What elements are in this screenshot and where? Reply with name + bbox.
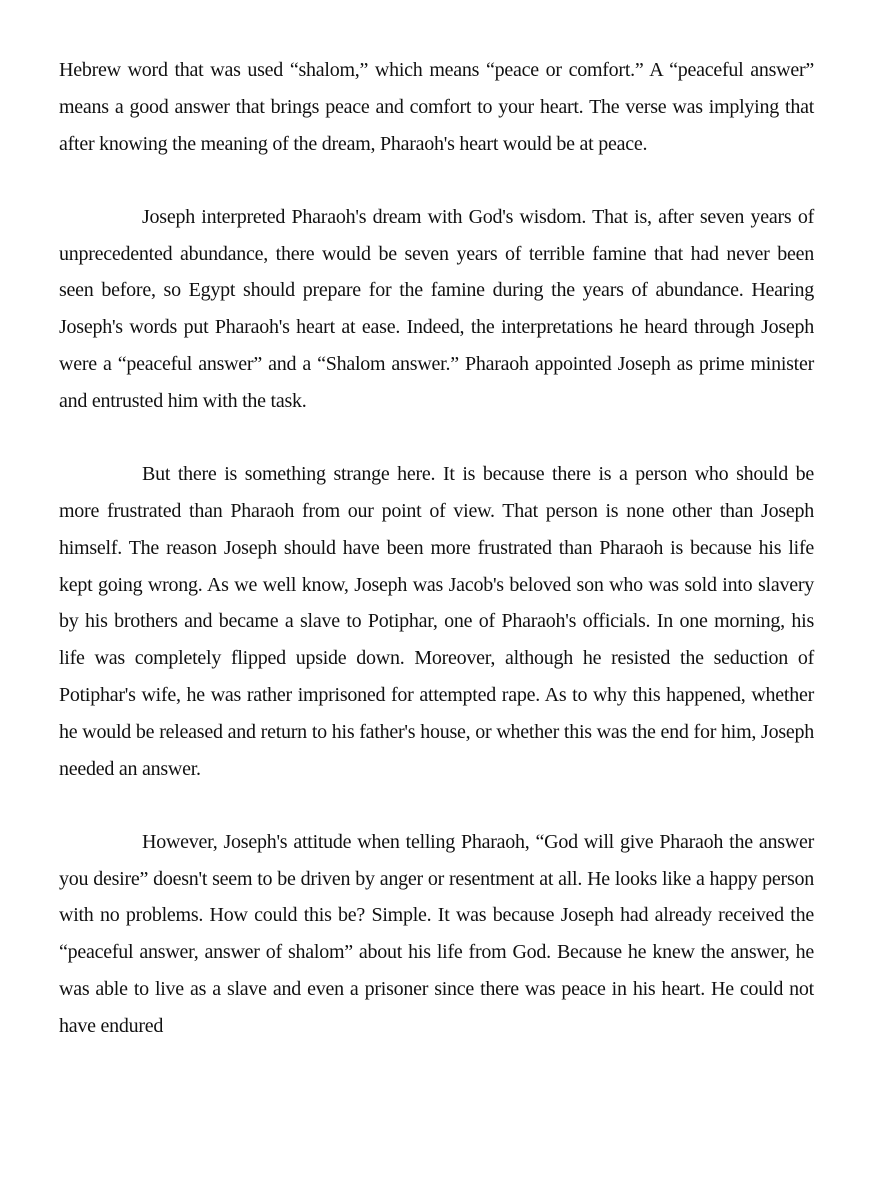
paragraph-2: Joseph interpreted Pharaoh's dream with God's wisdom. That is, after seven years of unprecedented abundance, there would be seven years of terrible famine that had never been seen before, so Egypt should prepare for the famine during the years of abundance. Hearing Joseph's words put Pharaoh's heart at ease. Indeed, the interpretations he heard through Joseph were a “peaceful answer” and a “Shalom answer.” Pharaoh appointed Joseph as prime minister and entrusted him with the task. (59, 205, 814, 412)
paragraph-1: Hebrew word that was used “shalom,” which means “peace or comfort.” A “peaceful answer” means a good answer that brings peace and comfort to your heart. The verse was implying that after knowing the meaning of the dream, Pharaoh's heart would be at peace. (59, 59, 814, 155)
paragraph-4: However, Joseph's attitude when telling Pharaoh, “God will give Pharaoh the answer you desire” doesn't seem to be driven by anger or resentment at all. He looks like a happy person with no problems. How could this be? Simple. It was because Joseph had already received the “peaceful answer, answer of shalom” about his life from God. Because he knew the answer, he was able to live as a slave and even a prisoner since there was peace in his heart. He could not have endured (59, 830, 814, 1037)
paragraph-3: But there is something strange here. It is because there is a person who should be more frustrated than Pharaoh from our point of view. That person is none other than Joseph himself. The reason Joseph should have been more frustrated than Pharaoh is because his life kept going wrong. As we well know, Joseph was Jacob's beloved son who was sold into slavery by his brothers and became a slave to Potiphar, one of Pharaoh's officials. In one morning, his life was completely flipped upside down. Moreover, although he resisted the seduction of Potiphar's wife, he was rather imprisoned for attempted rape. As to why this happened, whether he would be released and return to his father's house, or whether this was the end for him, Joseph needed an answer. (59, 463, 814, 780)
document-page (59, 52, 814, 1081)
